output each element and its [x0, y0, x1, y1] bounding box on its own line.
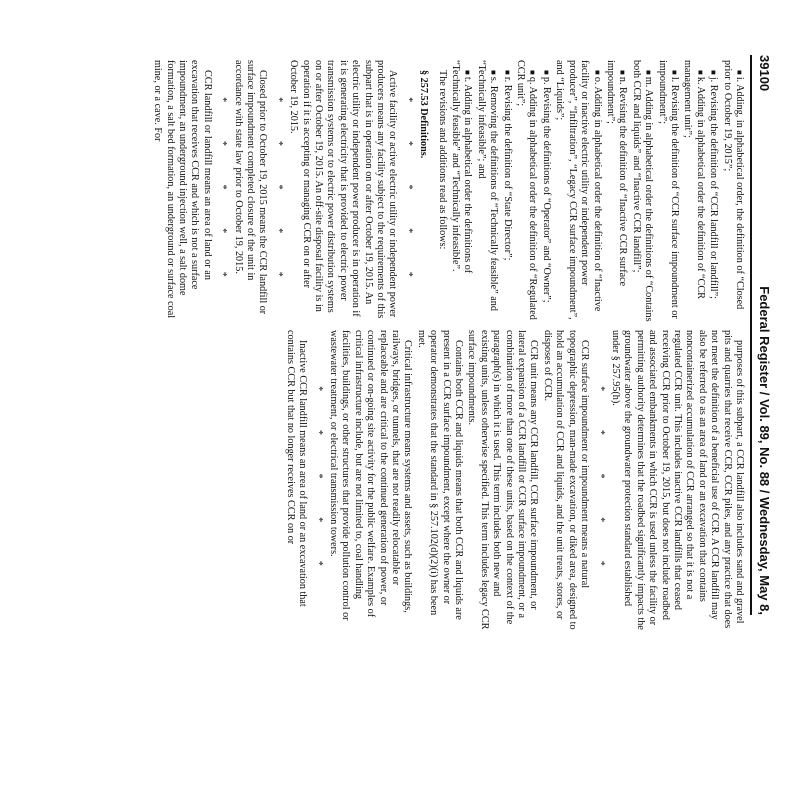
column-left — [150, 60, 745, 322]
page-number: 39100 — [757, 55, 772, 92]
paragraph: Closed prior to October 19, 2015 means the CCR landfill or surface impoundment completed closure of the unit in accordance with state law prior to October 19, 2015. — [232, 60, 269, 315]
amendment-item: ■ r. Revising the definition of “State Director”; — [500, 60, 512, 322]
paragraph: The revisions and additions read as follows: — [436, 70, 448, 250]
omission-stars: * * * * * — [594, 386, 606, 584]
amendment-item: ■ n. Revising the definition of “Inactive CCR surface impoundment”; — [604, 60, 629, 322]
amendment-item: ■ k. Adding in alphabetical order the definition of “CCR management unit”; — [681, 60, 706, 322]
amendment-item: ■ j. Revising the definition of “CCR landfill or landfill”; — [707, 60, 719, 322]
amendment-item: ■ p. Revising the definitions of “Operator” and “Owner”; — [540, 60, 552, 322]
omission-stars: * * * * * — [402, 97, 414, 295]
amendment-item: ■ q. Adding in alphabetical order the definition of “Regulated CCR unit”; — [514, 60, 539, 322]
paragraph: Inactive CCR landfill means an area of land or an excavation that contains CCR but that no longer receives CCR on or — [284, 330, 309, 607]
paragraph: CCR unit means any CCR landfill, CCR surface impoundment, or lateral expansion of a CCR landfill or CCR surface impoundment, or a combination of more than one of these units, based on the context of the paragraph(s) in which it is used. This term includes both new and existing units, unless otherwise specified. This term includes legacy CCR surface impoundments. — [466, 330, 540, 630]
paragraph: CCR surface impoundment or impoundment means a natural topographic depression, man-made excavation, or diked area, designed to hold an accumulation of CCR and liquids, and the unit treats, stores, or disposes of CCR. — [541, 330, 591, 630]
paragraph: Critical infrastructure means systems and assets, such as buildings, railways, bridges, or tunnels, that are not readily relocatable or replaceable and are critical to the continued generation of power, or continued or on-going site activity for the public welfare. Examples of critical infrastructure include, but are not limited to, coal handling facilities, buildings, or other structures that provide pollution control or wastewater treatment, or electrical transmission towers. — [328, 330, 414, 621]
paragraph: purposes of this subpart, a CCR landfill also includes sand and gravel pits and quarries that receive CCR, CCR piles, and any practice that does not meet the definition of a beneficial use of CCR. A CCR landfill may also be referred to as an area of land or an excavation that contains noncontainerized accumulation of CCR arranged so that it is not a regulated CCR unit. This includes inactive CCR landfills that ceased receiving CCR prior to October 19, 2015, but does not include roadbed and associated embankments in which CCR is used unless the facility or permitting authority determines that the roadbed significantly impacts the groundwater above the groundwater protection standard established under § 257.95(h). — [609, 330, 745, 630]
omission-stars: * * * * * — [272, 97, 284, 295]
amendment-item: ■ s. Removing the definitions of “Technically feasible” and “Technically infeasible”; and — [474, 60, 499, 322]
paragraph: Active facility or active electric utility or independent power producers means any facility subject to the requirements of this subpart that is in operation on or after October 19, 2015. An electric utility or independent power producer is in operation if it is generating electricity that is provided to electric power transmission systems or to electric power distribution systems on or after October 19, 2015. An off-site disposal facility is in operation if it is accepting or managing CCR on or after October 19, 2015. — [288, 60, 399, 319]
amendment-item: ■ l. Revising the definition of “CCR surface impoundment or impoundment”; — [655, 60, 680, 322]
omission-stars: * * * * * — [312, 386, 324, 584]
section-heading: § 257.53 Definitions. — [418, 70, 430, 159]
amendment-item: ■ m. Adding in alphabetical order the definitions of “Contains both CCR and liquids” and “Inactive CCR landfill”; — [629, 60, 654, 322]
header-rule — [750, 55, 752, 615]
rotated-page — [152, 0, 800, 800]
paragraph: CCR landfill or landfill means an area of land or an excavation that receives CCR and which is not a surface impoundment, an underground injection well, a salt dome formation, a salt bed formation, an underground or surface coal mine, or a cave. For — [152, 60, 213, 319]
paragraph: Contains both CCR and liquids means that both CCR and liquids are present in a CCR surface impoundment, except where the owner or operator demonstrates that the standard in § 257.102(d)(2)(i) has been met. — [415, 330, 465, 620]
amendment-item: ■ i. Adding, in alphabetical order, the definition of “Closed prior to October 19, 2015”; — [720, 60, 745, 322]
column-right — [282, 330, 745, 630]
omission-stars: * * * * * — [217, 97, 229, 295]
journal-header: Federal Register / Vol. 89, No. 88 / Wednesday, May 8, — [757, 286, 772, 615]
running-header — [754, 55, 772, 615]
amendment-item: ■ o. Adding in alphabetical order the definition of “Inactive facility or inactive electric utility or independent power producer”, “Infiltration”, “Legacy CCR surface impoundment”, and “Liquids”; — [553, 60, 603, 322]
amendment-item: ■ t. Adding in alphabetical order the definitions of “Technically feasible” and “Technically infeasible”. — [449, 60, 474, 322]
